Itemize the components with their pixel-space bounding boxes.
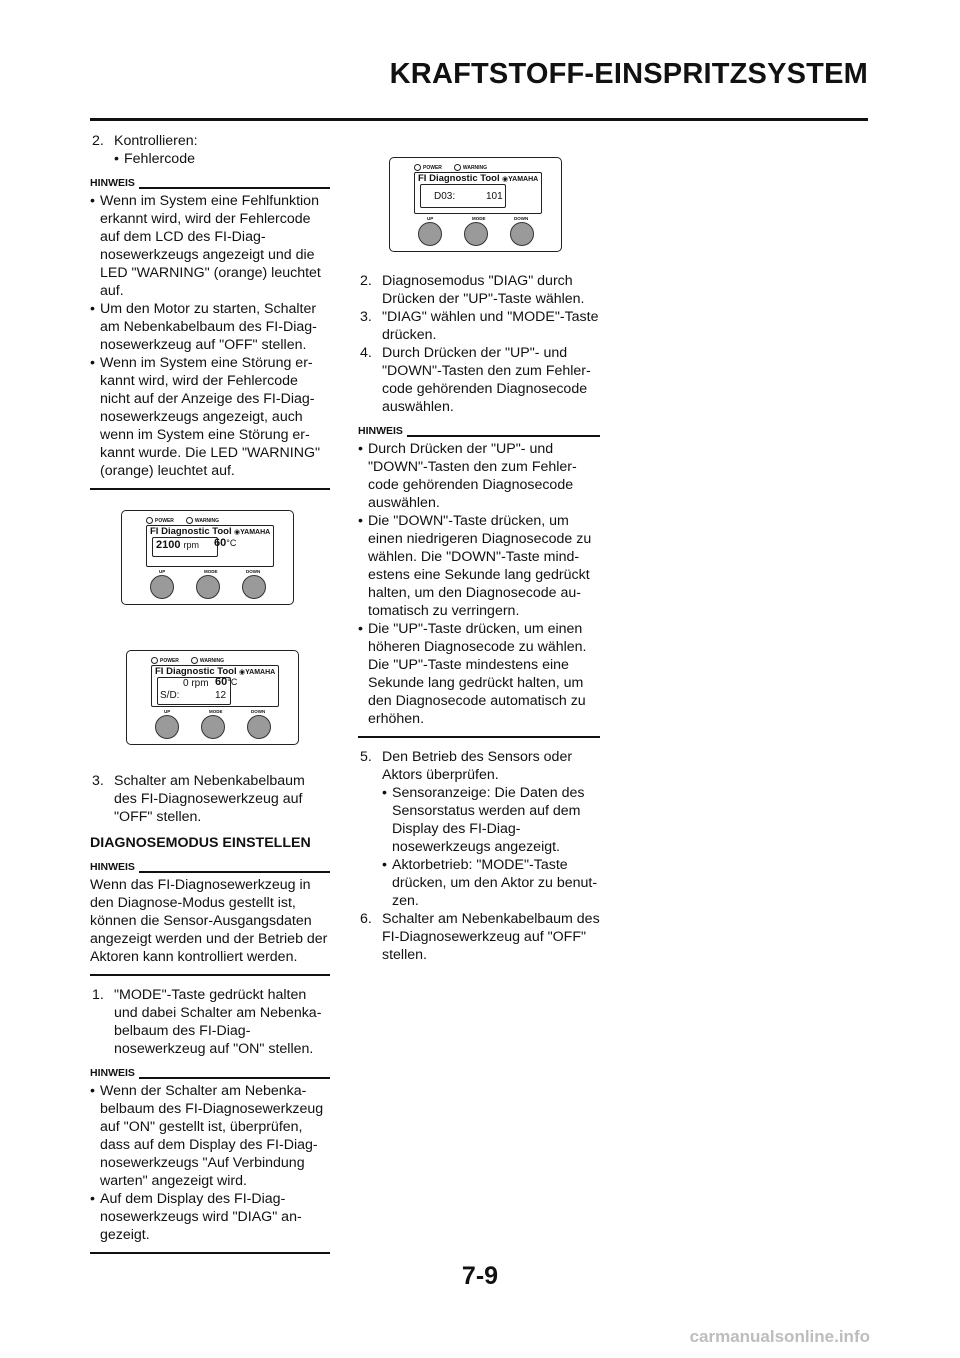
note-label: HINWEIS xyxy=(90,1067,139,1079)
yamaha-logo-icon: ◉ xyxy=(234,529,241,536)
figure-device-sd xyxy=(126,650,300,746)
note-bullet: • Auf dem Display des FI-Diag-nosewerkzeugs wird "DIAG" an-gezeigt. xyxy=(90,1191,302,1243)
watermark: carmanualsonline.info xyxy=(689,1327,870,1346)
page-number: 7-9 xyxy=(461,1262,499,1290)
mode-button[interactable] xyxy=(201,715,225,739)
mode-button[interactable] xyxy=(464,222,488,246)
figure-device-diag-code xyxy=(389,157,563,253)
step-2-sub: • Fehlercode xyxy=(114,151,195,167)
figure-device-rpm xyxy=(121,510,295,606)
warning-led-icon xyxy=(191,657,198,664)
step-2-check: 2. Kontrollieren: xyxy=(92,133,198,149)
step-1-mode-on: 1. "MODE"-Taste gedrückt halten und dabei Schalter am Nebenka-belbaum des FI-Diag-nosewerkzeug auf "ON" stellen. xyxy=(92,987,322,1057)
title-rule xyxy=(90,118,868,121)
section-heading: DIAGNOSEMODUS EINSTELLEN xyxy=(90,835,311,851)
note-up-down-keys xyxy=(358,426,600,738)
warning-led-icon xyxy=(186,517,193,524)
step-5-check-operation: 5. Den Betrieb des Sensors oder Aktors überprüfen. xyxy=(360,749,573,783)
yamaha-logo-icon: ◉ xyxy=(239,669,246,676)
down-button[interactable] xyxy=(247,715,271,739)
note-bullet: • Die "UP"-Taste drücken, um einen höheren Diagnosecode zu wählen. Die "UP"-Taste mindestens eine Sekunde lang gedrückt halten, um den Diagnosecode automatisch zu erhöhen. xyxy=(358,621,587,727)
note-bullet: • Um den Motor zu starten, Schalter am Nebenkabelbaum des FI-Diag-nosewerkzeug auf "OFF" stellen. xyxy=(90,301,317,353)
power-led-icon xyxy=(146,517,153,524)
down-button[interactable] xyxy=(510,222,534,246)
step-3-press-mode: 3. "DIAG" wählen und "MODE"-Taste drücken. xyxy=(360,309,599,343)
up-button[interactable] xyxy=(155,715,179,739)
step-5-sub: • Sensoranzeige: Die Daten des Sensorstatus werden auf dem Display des FI-Diag-nosewerkzeugs angezeigt. xyxy=(382,785,585,855)
power-led-icon xyxy=(414,164,421,171)
yamaha-logo-icon: ◉ xyxy=(502,176,509,183)
up-button[interactable] xyxy=(418,222,442,246)
note-label: HINWEIS xyxy=(90,861,139,873)
right-column xyxy=(358,272,600,964)
note-bullet: • Wenn im System eine Fehlfunktion erkannt wird, wird der Fehlercode auf dem LCD des FI-Diag-nosewerkzeugs angezeigt und die LED "WARNING" (orange) leuchtet auf. xyxy=(90,193,321,299)
note-bullet: • Wenn der Schalter am Nebenka-belbaum des FI-Diagnosewerkzeug auf "ON" gestellt ist, überprüfen, dass auf dem Display des FI-Diag-nosewerkzeugs "Auf Verbindung warten" angezeigt wird. xyxy=(90,1083,324,1189)
up-button[interactable] xyxy=(150,575,174,599)
note-bullet: • Wenn im System eine Störung er-kannt wird, wird der Fehlercode nicht auf der Anzeige des FI-Diag-nosewerkzeugs angezeigt, auch wenn im System eine Störung er-kannt wurde. Die LED "WARNING" (orange) leuchtet auf. xyxy=(90,355,321,479)
down-button[interactable] xyxy=(242,575,266,599)
step-6-switch-off: 6. Schalter am Nebenkabelbaum des FI-Diagnosewerkzeug auf "OFF" stellen. xyxy=(360,911,600,963)
note-label: HINWEIS xyxy=(358,425,407,437)
diagnostic-tool: POWER WARNING FI Diagnostic Tool ◉YAMAHA 2100 rpm 60°C UP MODE DOWN xyxy=(121,510,294,605)
note-fault-display xyxy=(90,178,330,490)
note-switch-on xyxy=(90,1068,330,1254)
mode-button[interactable] xyxy=(196,575,220,599)
step-5-sub: • Aktorbetrieb: "MODE"-Taste drücken, um den Aktor zu benut-zen. xyxy=(382,857,598,909)
note-label: HINWEIS xyxy=(90,177,139,189)
step-2-select-diag: 2. Diagnosemodus "DIAG" durch Drücken der "UP"-Taste wählen. xyxy=(360,273,585,307)
warning-led-icon xyxy=(454,164,461,171)
note-diag-mode: HINWEIS Wenn das FI-Diagnosewerkzeug in den Diagnose-Modus gestellt ist, können die Sensor-Ausgangsdaten angezeigt werden und der Betrieb der Aktoren kann kontrolliert werden. xyxy=(90,862,330,976)
diagnostic-tool: POWER WARNING FI Diagnostic Tool ◉YAMAHA D03: 101 UP MODE DOWN xyxy=(389,157,562,252)
power-led-icon xyxy=(151,657,158,664)
diagnostic-tool: POWER WARNING FI Diagnostic Tool ◉YAMAHA 0 rpm 60°C S/D: 12 UP MODE DOWN xyxy=(126,650,299,745)
step-3-switch-off: 3. Schalter am Nebenkabelbaum des FI-Diagnosewerkzeug auf "OFF" stellen. xyxy=(92,773,305,825)
note-bullet: • Durch Drücken der "UP"- und "DOWN"-Tasten den zum Fehler-code gehörenden Diagnosecode auswählen. xyxy=(358,441,577,511)
page-title: KRAFTSTOFF-EINSPRITZSYSTEM xyxy=(389,58,868,90)
note-bullet: • Die "DOWN"-Taste drücken, um einen niedrigeren Diagnosecode zu wählen. Die "DOWN"-Taste mind-estens eine Sekunde lang gedrückt halten, um den Diagnosecode au-tomatisch zu verringern. xyxy=(358,513,592,619)
step-4-select-code: 4. Durch Drücken der "UP"- und "DOWN"-Tasten den zum Fehler-code gehörenden Diagnosecode auswählen. xyxy=(360,345,591,415)
